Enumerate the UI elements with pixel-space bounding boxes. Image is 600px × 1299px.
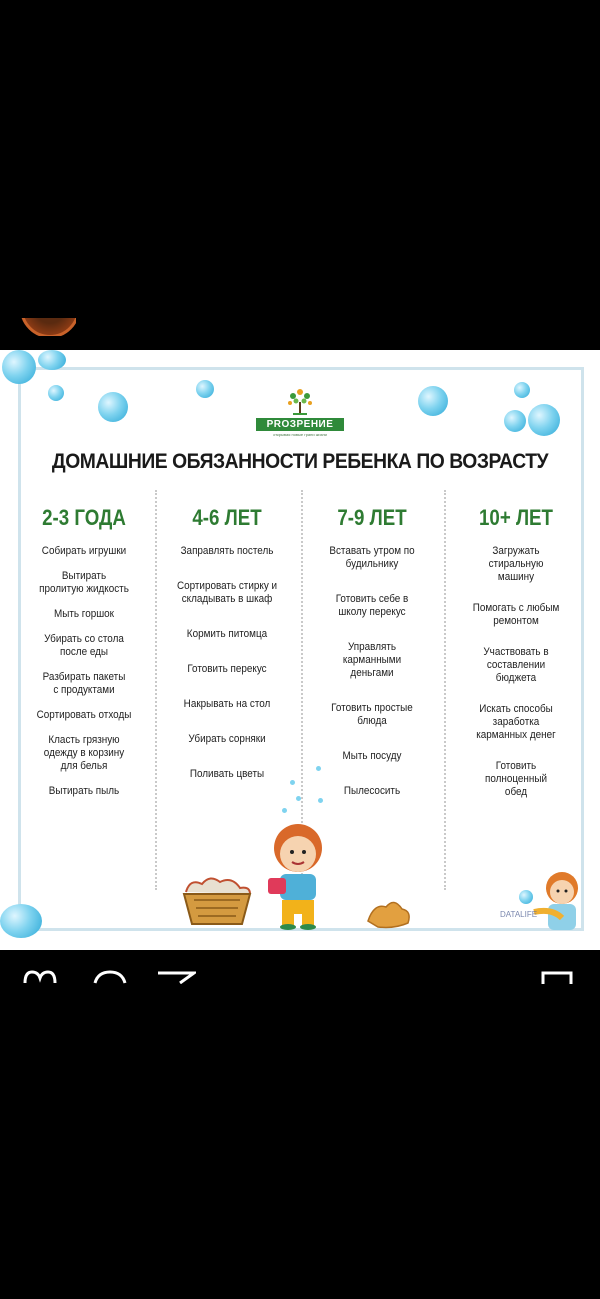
chore-item: Класть грязную одежду в корзину для белья (43, 734, 125, 772)
chore-item: Мыть посуду (342, 750, 402, 762)
column-heading: 10+ ЛЕТ (479, 505, 553, 530)
chore-item: Сортировать стирку и складывать в шкаф (176, 580, 278, 605)
bubble-decoration (98, 392, 128, 422)
chore-item: Собирать игрушки (41, 545, 127, 557)
bubble-decoration (504, 410, 526, 432)
chore-item: Кормить питомца (186, 628, 268, 640)
chore-item: Поливать цветы (189, 768, 265, 780)
chore-item: Сортировать отходы (36, 709, 132, 721)
page-title: ДОМАШНИЕ ОБЯЗАННОСТИ РЕБЕНКА ПО ВОЗРАСТУ (51, 450, 549, 473)
chore-item: Вытирать пролитую жидкость (39, 570, 129, 595)
dot-decoration (296, 796, 301, 801)
dot-decoration (316, 766, 321, 771)
chore-item: Готовить перекус (187, 663, 267, 675)
bubble-decoration (38, 350, 66, 370)
chore-item: Пылесосить (343, 785, 401, 797)
share-icon[interactable] (156, 970, 196, 984)
chore-item: Вставать утром по будильнику (329, 545, 415, 570)
bubble-decoration (2, 350, 36, 384)
chore-item: Разбирать пакеты с продуктами (42, 671, 126, 696)
dot-decoration (282, 808, 287, 813)
column-heading: 4-6 ЛЕТ (192, 505, 262, 530)
dot-decoration (290, 780, 295, 785)
chore-item: Убирать со стола после еды (44, 633, 124, 658)
chore-item: Мыть горшок (54, 608, 114, 620)
chore-item: Накрывать на стол (183, 698, 271, 710)
chore-item: Искать способы заработка карманных денег (476, 703, 556, 741)
bubble-decoration (48, 385, 64, 401)
boy-illustration (260, 820, 336, 930)
brand-name: PROЗРЕНИЕ (256, 418, 344, 431)
chore-item: Убирать сорняки (188, 733, 266, 745)
comment-icon[interactable] (92, 970, 128, 984)
column-2-3-years (14, 505, 154, 810)
girl-illustration (532, 868, 592, 934)
chore-item: Участвовать в составлении бюджета (483, 646, 549, 684)
column-7-9-years (302, 505, 442, 810)
post-image[interactable] (0, 350, 600, 950)
column-heading: 7-9 ЛЕТ (337, 505, 407, 530)
laundry-basket-illustration (180, 870, 254, 930)
chore-item: Помогать с любым ремонтом (472, 602, 560, 627)
bubble-decoration (519, 890, 533, 904)
column-heading: 2-3 ГОДА (42, 505, 126, 530)
column-4-6-years (157, 505, 297, 793)
column-10-plus-years (446, 505, 586, 811)
watermark: DATALIFE (500, 910, 538, 919)
heart-icon[interactable] (22, 970, 58, 984)
chore-item: Готовить простые блюда (331, 702, 413, 727)
chore-item: Загружать стиральную машину (488, 545, 544, 583)
bubble-decoration (0, 904, 42, 938)
chore-item: Заправлять постель (180, 545, 274, 557)
brand-tagline: открывая новые грани жизни (273, 432, 327, 437)
bubble-decoration (528, 404, 560, 436)
tree-icon (285, 386, 315, 416)
bookmark-icon[interactable] (540, 970, 574, 984)
chore-item: Управлять карманными деньгами (342, 641, 402, 679)
bubble-decoration (514, 382, 530, 398)
chore-item: Вытирать пыль (48, 785, 120, 797)
chore-item: Готовить себе в школу перекус (335, 593, 409, 618)
post-header-avatar[interactable] (20, 318, 76, 336)
avatar-ring (20, 318, 76, 336)
chore-item: Готовить полноценный обед (484, 760, 548, 798)
cloth-illustration (364, 895, 414, 931)
dot-decoration (318, 798, 323, 803)
brand-logo (256, 386, 344, 437)
bubble-decoration (196, 380, 214, 398)
bubble-decoration (418, 386, 448, 416)
